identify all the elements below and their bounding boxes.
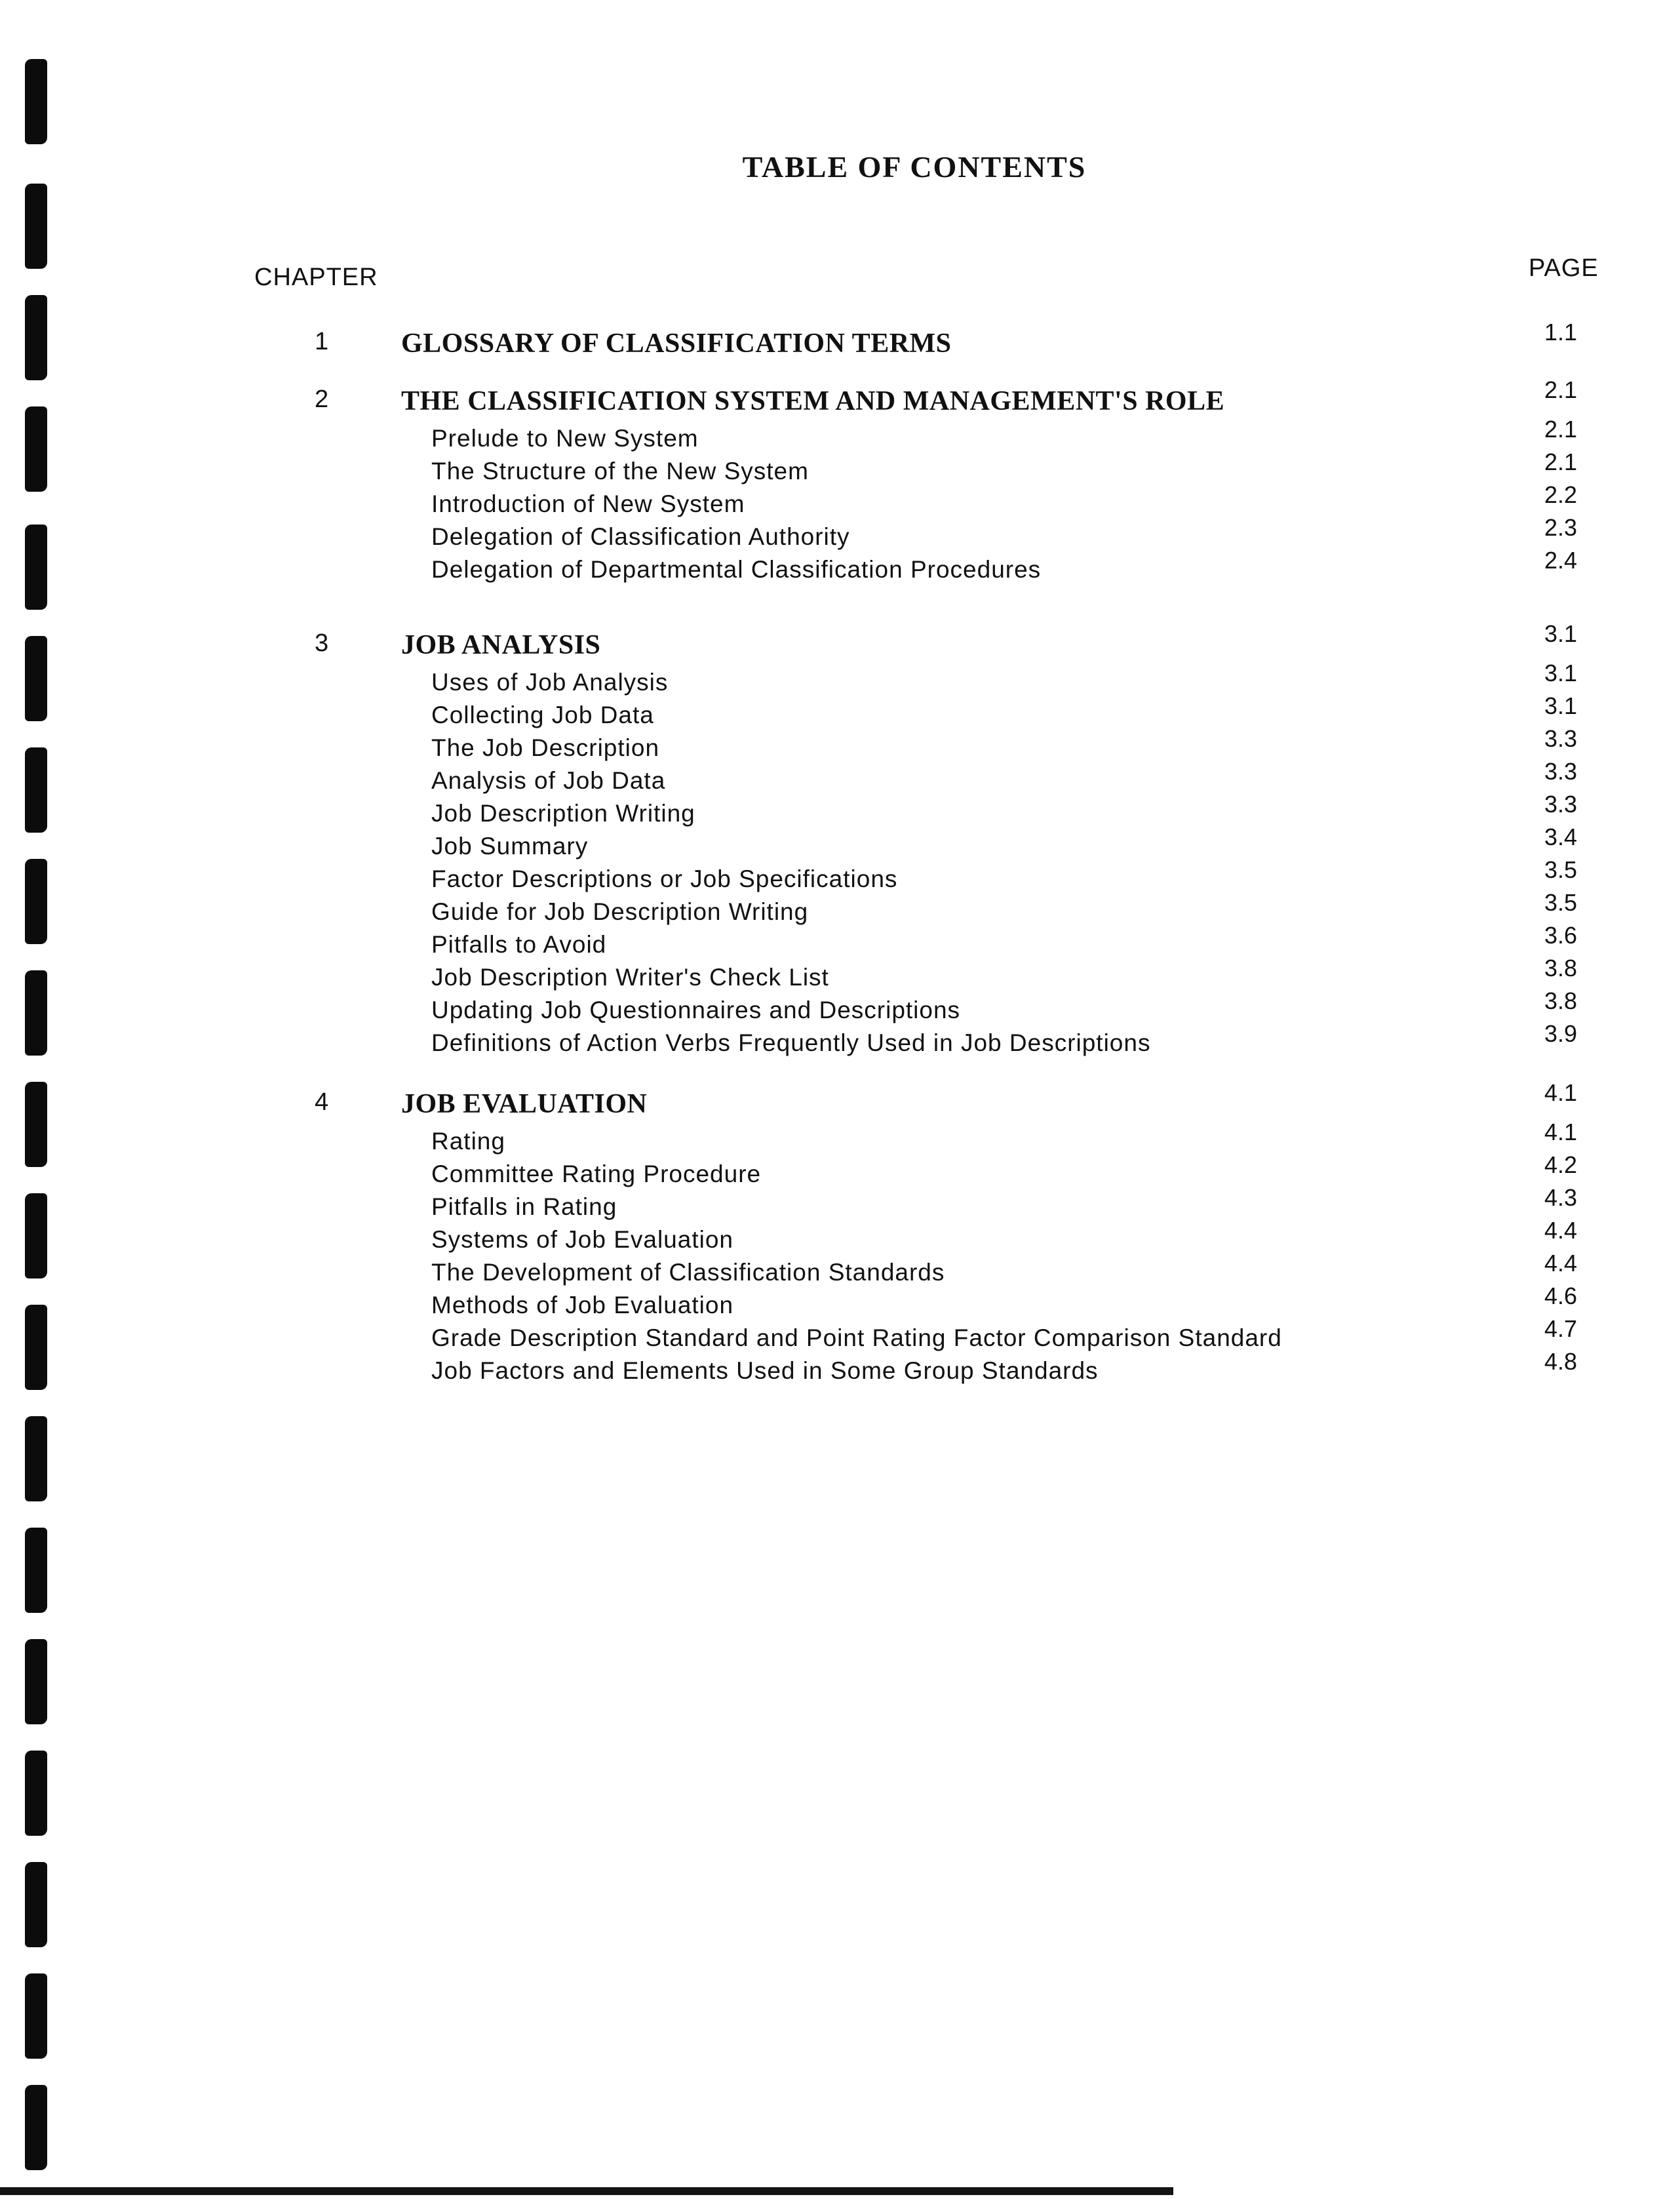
entry-title: Guide for Job Description Writing <box>431 898 809 925</box>
entry-title: Updating Job Questionnaires and Descriptions <box>431 997 961 1023</box>
entry-page: 3.9 <box>1544 1020 1578 1047</box>
entry-title: The Structure of the New System <box>431 458 809 485</box>
entry-title: The Job Description <box>431 734 660 761</box>
entry-page: 2.2 <box>1544 481 1578 508</box>
chapter-number: 4 <box>315 1088 329 1116</box>
entry-title: Delegation of Classification Authority <box>431 523 850 550</box>
chapter-column-heading: CHAPTER <box>254 264 378 291</box>
entry-page: 2.1 <box>1544 416 1578 443</box>
binding-hole <box>25 1528 47 1613</box>
entry-page: 4.2 <box>1544 1151 1578 1178</box>
chapter-page: 2.1 <box>1544 376 1578 403</box>
toc-entry <box>0 856 1680 898</box>
binding-hole <box>25 1862 47 1947</box>
toc-entry <box>0 1217 1680 1259</box>
chapter-title: GLOSSARY OF CLASSIFICATION TERMS <box>401 328 952 359</box>
entry-title: Uses of Job Analysis <box>431 669 669 696</box>
entry-title: Grade Description Standard and Point Rating Factor Comparison Standard <box>431 1324 1282 1351</box>
chapter-number: 3 <box>315 629 329 657</box>
entry-title: Job Description Writer's Check List <box>431 964 829 991</box>
toc-entry <box>0 514 1680 556</box>
toc-entry <box>0 416 1680 458</box>
toc-entry <box>0 955 1680 997</box>
entry-page: 2.4 <box>1544 547 1578 574</box>
toc-entry <box>0 1119 1680 1160</box>
entry-title: Methods of Job Evaluation <box>431 1292 734 1318</box>
entry-title: Definitions of Action Verbs Frequently Used in Job Descriptions <box>431 1029 1151 1056</box>
entry-page: 4.3 <box>1544 1184 1578 1211</box>
page-column-heading: PAGE <box>1529 254 1599 282</box>
entry-page: 3.1 <box>1544 692 1578 719</box>
entry-page: 2.1 <box>1544 448 1578 475</box>
entry-title: Committee Rating Procedure <box>431 1160 762 1187</box>
toc-entry <box>0 791 1680 833</box>
toc-entry <box>0 1151 1680 1193</box>
entry-title: Analysis of Job Data <box>431 767 666 794</box>
chapter-page: 1.1 <box>1544 319 1578 346</box>
entry-title: Introduction of New System <box>431 490 745 517</box>
toc-entry <box>0 823 1680 865</box>
entry-title: The Development of Classification Standards <box>431 1259 945 1286</box>
entry-title: Prelude to New System <box>431 425 699 452</box>
chapter-number: 2 <box>315 386 329 413</box>
entry-page: 4.1 <box>1544 1119 1578 1145</box>
toc-entry <box>0 1020 1680 1062</box>
entry-title: Job Description Writing <box>431 800 695 827</box>
entry-title: Rating <box>431 1128 505 1155</box>
toc-entry <box>0 660 1680 702</box>
toc-entry <box>0 481 1680 523</box>
entry-title: Job Summary <box>431 833 589 860</box>
chapter-page: 4.1 <box>1544 1079 1578 1106</box>
chapter-title: JOB ANALYSIS <box>401 630 601 660</box>
toc-entry <box>0 889 1680 931</box>
entry-page: 4.7 <box>1544 1315 1578 1342</box>
entry-page: 3.6 <box>1544 922 1578 949</box>
binding-hole <box>25 1751 47 1836</box>
entry-page: 3.3 <box>1544 725 1578 752</box>
binding-hole <box>25 1973 47 2059</box>
binding-hole <box>25 295 47 380</box>
entry-title: Pitfalls to Avoid <box>431 931 607 958</box>
entry-page: 4.6 <box>1544 1282 1578 1309</box>
entry-page: 3.3 <box>1544 791 1578 818</box>
entry-title: Factor Descriptions or Job Specifications <box>431 865 898 892</box>
entry-page: 3.8 <box>1544 955 1578 981</box>
binding-hole <box>25 184 47 269</box>
toc-entry <box>0 692 1680 734</box>
binding-hole <box>25 1639 47 1724</box>
toc-entry <box>0 1184 1680 1226</box>
entry-page: 3.4 <box>1544 823 1578 850</box>
entry-page: 3.5 <box>1544 889 1578 916</box>
entry-page: 2.3 <box>1544 514 1578 541</box>
toc-entry <box>0 758 1680 800</box>
binding-hole <box>25 2085 47 2170</box>
toc-entry <box>0 1250 1680 1292</box>
chapter-page: 3.1 <box>1544 620 1578 647</box>
bottom-rule <box>0 2187 1173 2195</box>
toc-entry <box>0 922 1680 964</box>
toc-entry <box>0 1282 1680 1324</box>
entry-title: Collecting Job Data <box>431 702 654 728</box>
entry-page: 4.4 <box>1544 1250 1578 1277</box>
entry-page: 3.8 <box>1544 987 1578 1014</box>
chapter-title: THE CLASSIFICATION SYSTEM AND MANAGEMENT'S ROLE <box>401 386 1225 416</box>
entry-page: 3.1 <box>1544 660 1578 686</box>
entry-title: Job Factors and Elements Used in Some Group Standards <box>431 1357 1099 1384</box>
entry-title: Pitfalls in Rating <box>431 1193 617 1220</box>
entry-page: 3.5 <box>1544 856 1578 883</box>
entry-page: 3.3 <box>1544 758 1578 785</box>
toc-entry <box>0 1315 1680 1357</box>
page-title: TABLE OF CONTENTS <box>742 150 1087 184</box>
chapter-number: 1 <box>315 328 329 355</box>
chapter-title: JOB EVALUATION <box>401 1089 648 1119</box>
binding-hole <box>25 1416 47 1501</box>
entry-page: 4.8 <box>1544 1348 1578 1375</box>
toc-entry <box>0 448 1680 490</box>
entry-title: Systems of Job Evaluation <box>431 1226 733 1253</box>
entry-title: Delegation of Departmental Classification Procedures <box>431 556 1042 583</box>
binding-hole <box>25 59 47 144</box>
toc-entry <box>0 1348 1680 1390</box>
binding-holes <box>20 59 59 2177</box>
toc-entry <box>0 725 1680 767</box>
toc-entry <box>0 547 1680 589</box>
toc-entry <box>0 987 1680 1029</box>
entry-page: 4.4 <box>1544 1217 1578 1244</box>
